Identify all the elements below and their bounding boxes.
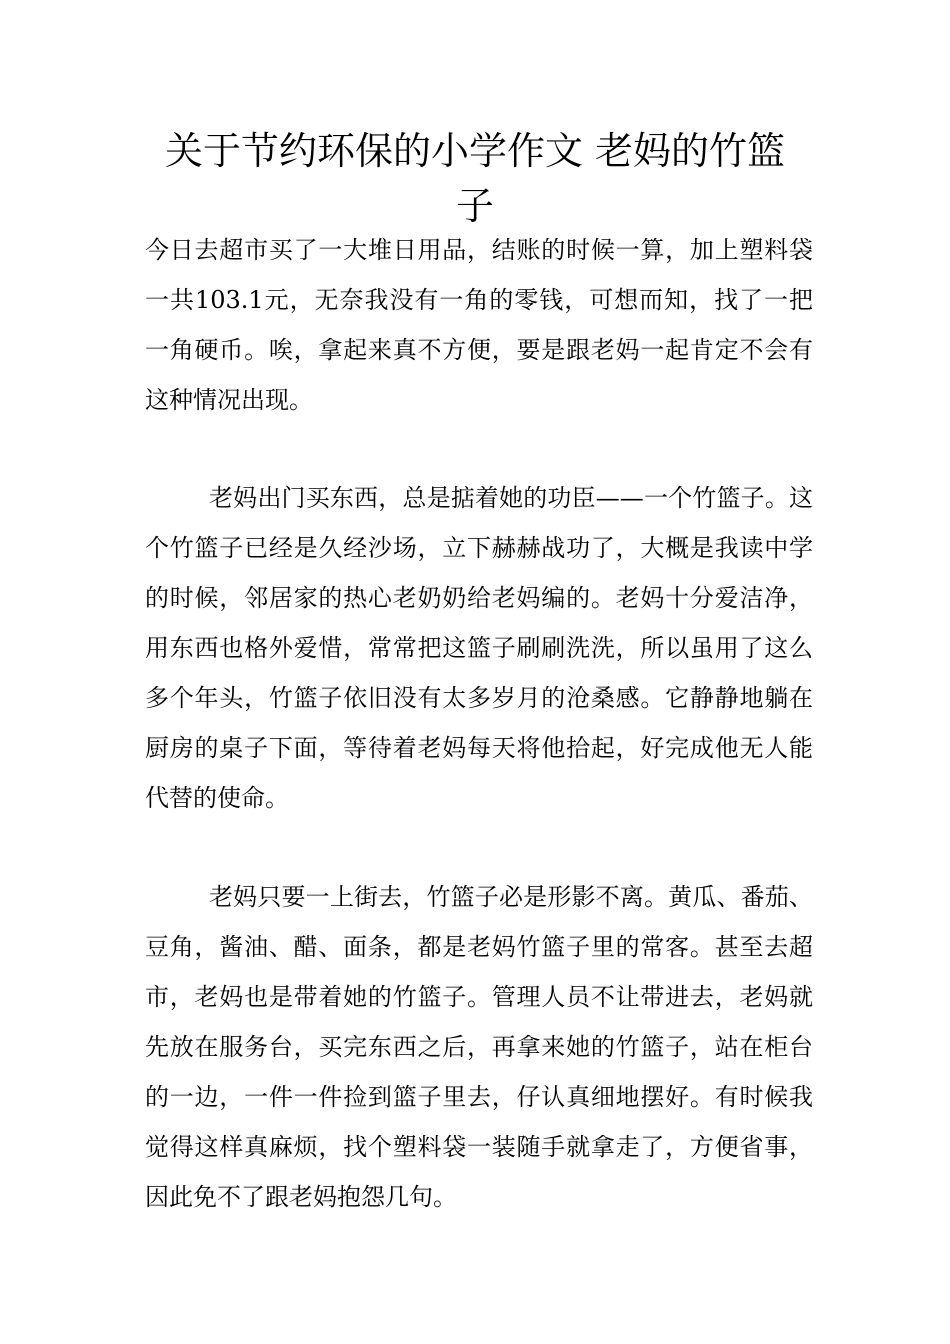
document-title: 关于节约环保的小学作文 老妈的竹篮子 (164, 129, 786, 228)
paragraph-1: 今日去超市买了一大堆日用品，结账的时候一算，加上塑料袋一共103.1元，无奈我没有一角的零钱，可想而知，找了一把一角硬币。唉，拿起来真不方便，要是跟老妈一起肯定不会有这种情况出现。 (145, 236, 813, 414)
paragraph-3: 老妈只要一上街去，竹篮子必是形影不离。黄瓜、番茄、豆角，酱油、醋、面条，都是老妈竹篮子里的常客。甚至去超市，老妈也是带着她的竹篮子。管理人员不让带进去，老妈就先放在服务台，买完东西之后，再拿来她的竹篮子，站在柜台的一边，一件一件捡到篮子里去，仔认真细地摆好。有时候我觉得这样真麻烦，找个塑料袋一装随手就拿走了，方便省事，因此免不了跟老妈抱怨几句。 (145, 883, 813, 1211)
paragraph-2: 老妈出门买东西，总是掂着她的功臣——一个竹篮子。这个竹篮子已经是久经沙场，立下赫赫战功了，大概是我读中学的时候，邻居家的热心老奶奶给老妈编的。老妈十分爱洁净，用东西也格外爱惜，常常把这篮子刷刷洗洗，所以虽用了这么多个年头，竹篮子依旧没有太多岁月的沧桑感。它静静地躺在厨房的桌子下面，等待着老妈每天将他拾起，好完成他无人能代替的使命。 (145, 484, 813, 812)
